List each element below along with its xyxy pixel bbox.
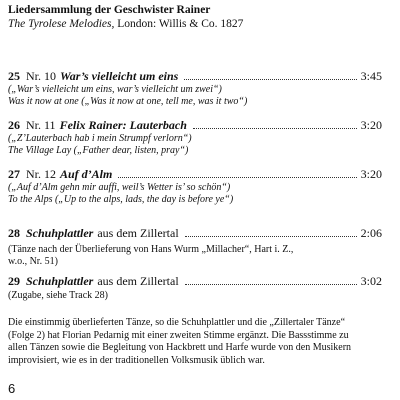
subtitle-italic: The Tyrolese Melodies, <box>8 18 115 30</box>
track-english-title: To the Alps („Up to the alps, lads, the day is before ye“) <box>8 193 234 205</box>
track-title: Schuhplattler <box>26 274 94 288</box>
track-note-continued: w.o., Nr. 51) <box>8 255 58 267</box>
dot-leader <box>193 128 357 129</box>
track-duration: 3:02 <box>360 274 382 288</box>
dot-leader <box>118 177 356 178</box>
track-title: Schuhplattler <box>26 226 94 240</box>
track-number: 26 <box>8 118 20 132</box>
track-title: Auf d’Alm <box>60 167 113 181</box>
track-title-suffix: aus dem Zillertal <box>97 226 179 240</box>
dot-leader <box>185 236 357 237</box>
track-english-title: The Village Lay („Father dear, listen, pray“) <box>8 144 189 156</box>
track-duration: 3:20 <box>360 118 382 132</box>
track-header <box>8 69 382 84</box>
track-duration: 2:06 <box>360 226 382 240</box>
track-nr: Nr. 10 <box>26 69 56 83</box>
collection-title: Liedersammlung der Geschwister Rainer <box>8 4 211 16</box>
track-25 <box>8 69 382 107</box>
track-number: 29 <box>8 274 20 288</box>
page-number: 6 <box>8 381 16 396</box>
track-duration: 3:20 <box>360 167 382 181</box>
track-header <box>8 167 382 182</box>
track-29 <box>8 274 382 302</box>
track-subtitle: („Auf d’Alm gehn mir auffi, weil’s Wetter is’ so schön“) <box>8 182 231 193</box>
description-paragraph <box>8 317 390 367</box>
track-header <box>8 118 382 133</box>
track-nr: Nr. 11 <box>26 118 56 132</box>
paragraph-line: allen Tänzen sowie die Begleitung von Hackbrett und Harfe wurde von den Musikern <box>8 342 352 353</box>
track-28 <box>8 226 382 267</box>
track-title: War’s vielleicht um eins <box>60 69 179 83</box>
dot-leader <box>185 284 357 285</box>
track-subtitle: („Z’Lauterbach hab i mein Strumpf verlorn“) <box>8 133 192 144</box>
track-english-title: Was it now at one („Was it now at one, tell me, was it two“) <box>8 95 248 107</box>
track-note: (Zugabe, siehe Track 28) <box>8 290 108 301</box>
track-27 <box>8 167 382 205</box>
track-title-suffix: aus dem Zillertal <box>97 274 179 288</box>
track-number: 27 <box>8 167 20 181</box>
track-nr: Nr. 12 <box>26 167 56 181</box>
paragraph-line: improvisiert, wie es in der traditionellen Volksmusik üblich war. <box>8 354 265 366</box>
track-subtitle: („War’s vielleicht um eins, war’s vielleicht um zwei“) <box>8 84 222 95</box>
track-duration: 3:45 <box>360 69 382 83</box>
track-number: 25 <box>8 69 20 83</box>
track-note: (Tänze nach der Überlieferung von Hans Wurm „Millacher“, Hart i. Z., <box>8 244 294 255</box>
collection-subtitle <box>8 18 243 30</box>
track-title: Felix Rainer: Lauterbach <box>59 118 187 132</box>
dot-leader <box>184 79 356 80</box>
track-26 <box>8 118 382 156</box>
track-number: 28 <box>8 226 20 240</box>
paragraph-line: Die einstimmig überlieferten Tänze, so die Schuhplattler und die „Zillertaler Tänze“ <box>8 317 346 328</box>
paragraph-line: (Folge 2) hat Florian Pedarnig mit einer zweiten Stimme ergänzt. Die Bassstimme zu <box>8 329 349 341</box>
track-header <box>8 226 382 241</box>
subtitle-rest: London: Willis & Co. 1827 <box>114 18 244 30</box>
track-header <box>8 274 382 289</box>
